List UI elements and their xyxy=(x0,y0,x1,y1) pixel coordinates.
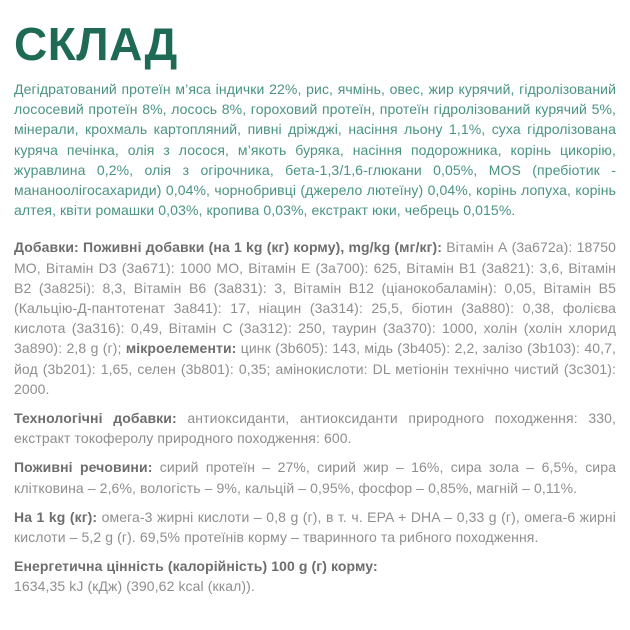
additives-paragraph xyxy=(14,237,616,399)
nutrients-paragraph xyxy=(14,457,616,497)
per-kg-paragraph xyxy=(14,507,616,547)
per-kg-text: омега-3 жирні кислоти – 0,8 g (г), в т. ч. EPA + DHA – 0,33 g (г), омега-6 жирні кислоти – 5,2 g (г). 69,5% протеїнів корму – тваринного та рибного походження. xyxy=(14,508,616,546)
per-kg-heading: На 1 kg (кг): xyxy=(14,508,98,525)
microelements-heading: мікроелементи: xyxy=(125,340,237,357)
page-title: СКЛАД xyxy=(14,18,178,70)
nutrients-heading: Поживні речовини: xyxy=(14,459,153,476)
ingredients-text: Дегідратований протеїн м’яса індички 22%, рис, ячмінь, овес, жир курячий, гідролізований лососевий протеїн 8%, лосось 8%, гороховий протеїн, протеїн гідролізований курячий 5%, мінерали, крохмаль картопляний, пивні дріжджі, насіння льону 1,1%, суха гідролізована куряча печінка, олія з лосося, м’якоть буряка, насіння подорожника, корінь цикорію, журавлина 0,2%, олія з огірочника, бета-1,3/1,6-глюкани 0,05%, MOS (пребіотик - мананоолігосахариди) 0,04%, чорнобривці (джерело лютеїну) 0,04%, корінь лопуха, корінь алтея, квіти ромашки 0,03%, кропива 0,03%, екстракт юки, чебрець 0,015%. xyxy=(14,81,616,219)
energy-value: 1634,35 kJ (кДж) (390,62 kcal (ккал)). xyxy=(14,578,255,595)
microelements-text: цинк (3b605): 143, мідь (3b405): 2,2, залізо (3b103): 40,7, йод (3b201): 1,65, селен (3b801): 0,35; амінокислоти: DL метіонін технічно чистий (3с301): 2000. xyxy=(14,340,616,397)
additives-heading: Добавки: Поживні добавки (на 1 kg (кг) корму), mg/kg (мг/кг): xyxy=(14,239,443,256)
nutrients-text: сирий протеїн – 27%, сирий жир – 16%, сира зола – 6,5%, сира клітковина – 2,6%, вологість – 9%, кальцій – 0,95%, фосфор – 0,85%, магній – 0,11%. xyxy=(14,459,616,496)
technological-additives-text: антиоксиданти, антиоксиданти природного походження: 330, екстракт токоферолу природного походження: 600. xyxy=(14,410,616,447)
technological-additives-paragraph xyxy=(14,408,616,448)
additives-nutritional-text: Вітамін А (3а672а): 18750 МО, Вітамін D3 (3а671): 1000 МО, Вітамін Е (3а700): 625, Вітамін В1 (3а821): 3,6, Вітамін В2 (3а825і): 8,3, Вітамін В6 (3а831): 3, Вітамін В12 (ціанокобаламін): 0,05, Вітамін В5 (Кальцію-Д-пантотенат 3а841): 17, ніацин (3а314): 25,5, біотин (3а880): 0,38, фолієва кислота (3а316): 0,49, Вітамін С (3а312): 250, таурин (3а370): 1000, холін (холін хлорид 3а890): 2,8 g (г); xyxy=(14,239,616,357)
technological-additives-heading: Технологічні добавки: xyxy=(14,410,177,427)
energy-heading: Енергетична цінність (калорійність) 100 g (г) корму: xyxy=(14,558,378,575)
energy-paragraph xyxy=(14,556,616,596)
ingredients-paragraph xyxy=(14,79,616,220)
